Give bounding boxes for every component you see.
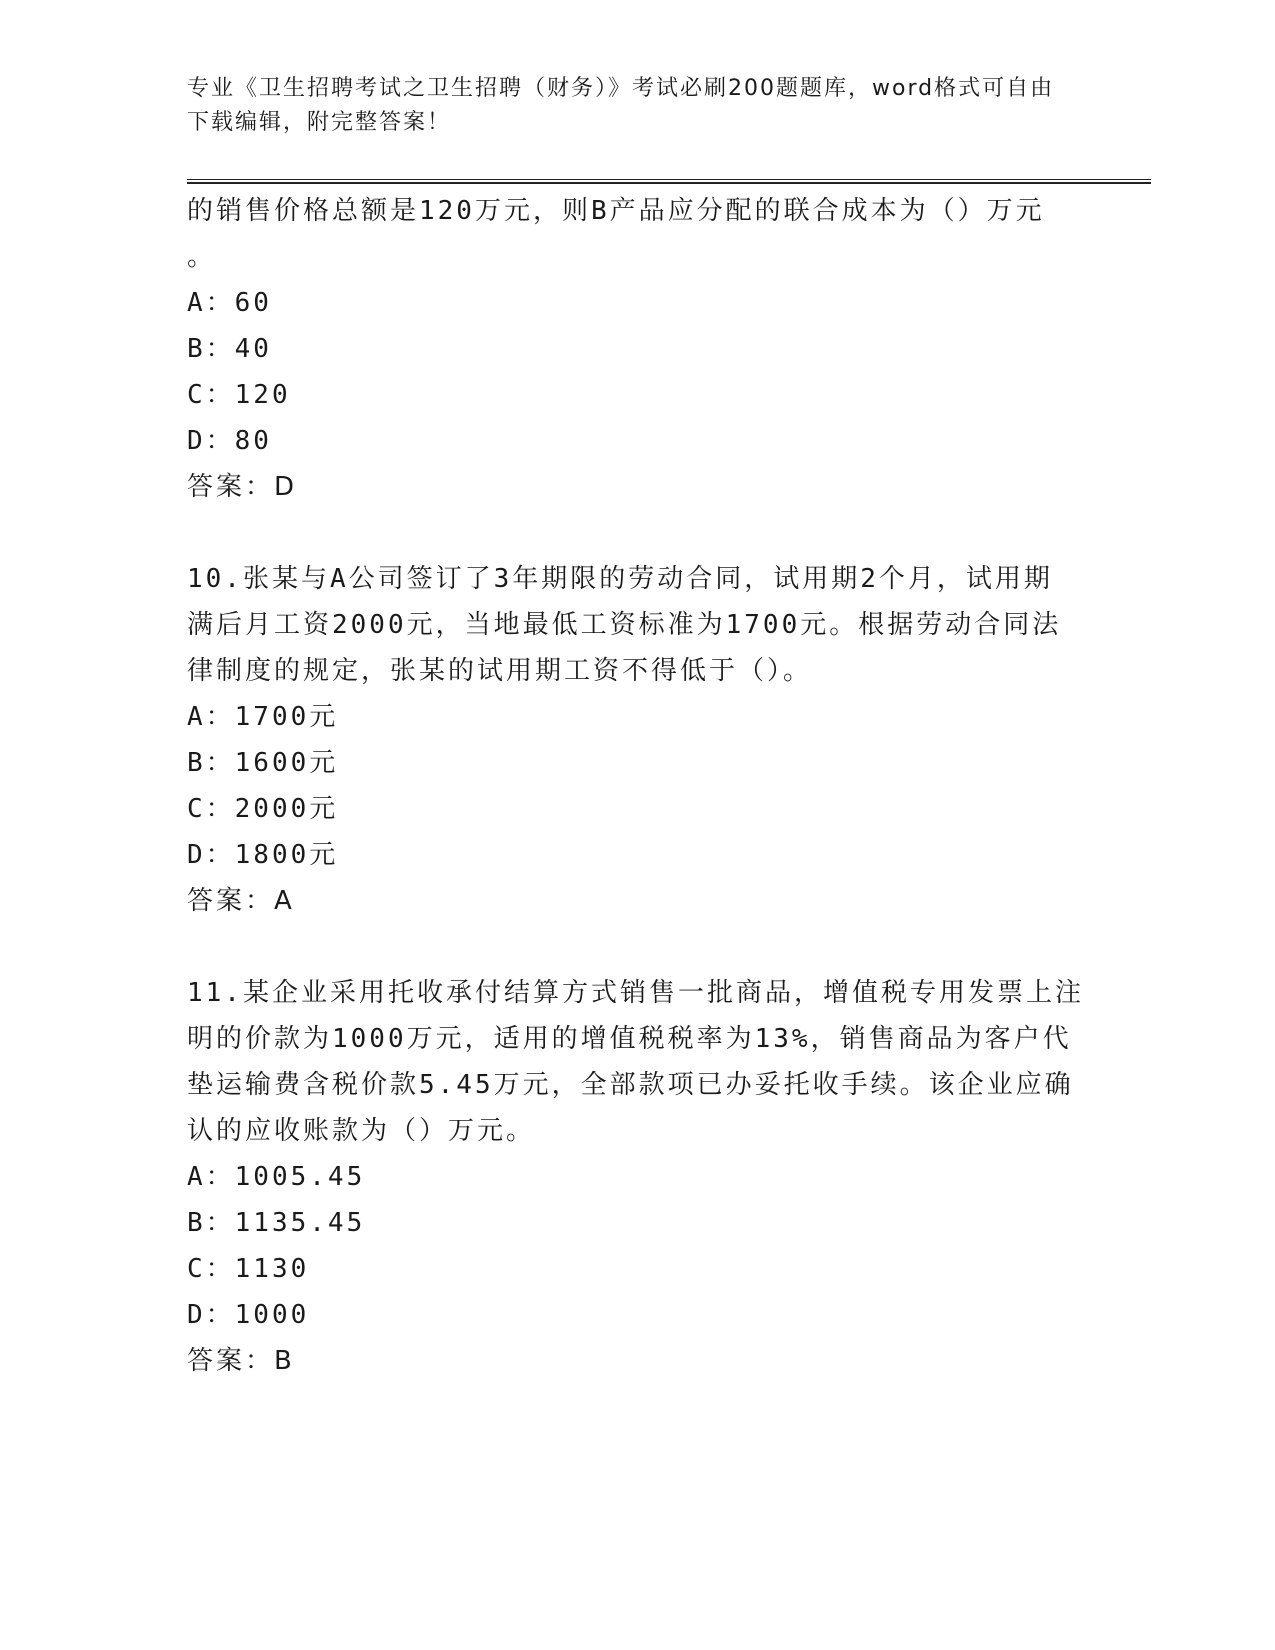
answer-label: 答案：D — [187, 472, 298, 502]
question-text-line: 满后月工资2000元，当地最低工资标准为1700元。根据劳动合同法 — [187, 610, 1062, 640]
option-b: B：1135.45 — [187, 1208, 366, 1238]
question-11 — [187, 970, 1087, 1384]
question-text-line: 11.某企业采用托收承付结算方式销售一批商品，增值税专用发票上注 — [187, 978, 1084, 1008]
option-c: C：1130 — [187, 1254, 310, 1284]
question-text-line: 10.张某与A公司签订了3年期限的劳动合同，试用期2个月，试用期 — [187, 564, 1053, 594]
answer-label: 答案：A — [187, 886, 295, 916]
question-text-line: 。 — [187, 242, 217, 272]
question-text-line: 垫运输费含税价款5.45万元，全部款项已办妥托收手续。该企业应确 — [187, 1070, 1074, 1100]
answer-label: 答案：B — [187, 1346, 295, 1376]
option-a: A：1005.45 — [187, 1162, 366, 1192]
option-c: C：120 — [187, 380, 291, 410]
option-d: D：1000 — [187, 1300, 310, 1330]
option-a: A：1700元 — [187, 702, 339, 732]
option-c: C：2000元 — [187, 794, 339, 824]
question-text-line: 律制度的规定，张某的试用期工资不得低于（）。 — [187, 656, 813, 686]
question-content — [187, 188, 1087, 1384]
question-text-line: 的销售价格总额是120万元，则B产品应分配的联合成本为（）万元 — [187, 196, 1045, 226]
question-9-continuation — [187, 188, 1087, 510]
question-text-line: 认的应收账款为（）万元。 — [187, 1116, 536, 1146]
option-d: D：1800元 — [187, 840, 339, 870]
question-text-line: 明的价款为1000万元，适用的增值税税率为13%，销售商品为客户代 — [187, 1024, 1072, 1054]
option-b: B：40 — [187, 334, 272, 364]
question-10 — [187, 556, 1087, 924]
header-divider — [187, 179, 1151, 184]
option-b: B：1600元 — [187, 748, 339, 778]
option-a: A：60 — [187, 288, 272, 318]
option-d: D：80 — [187, 426, 272, 456]
document-header: 专业《卫生招聘考试之卫生招聘（财务）》考试必刷200题题库，word格式可自由下载编辑，附完整答案！ — [187, 76, 1055, 135]
